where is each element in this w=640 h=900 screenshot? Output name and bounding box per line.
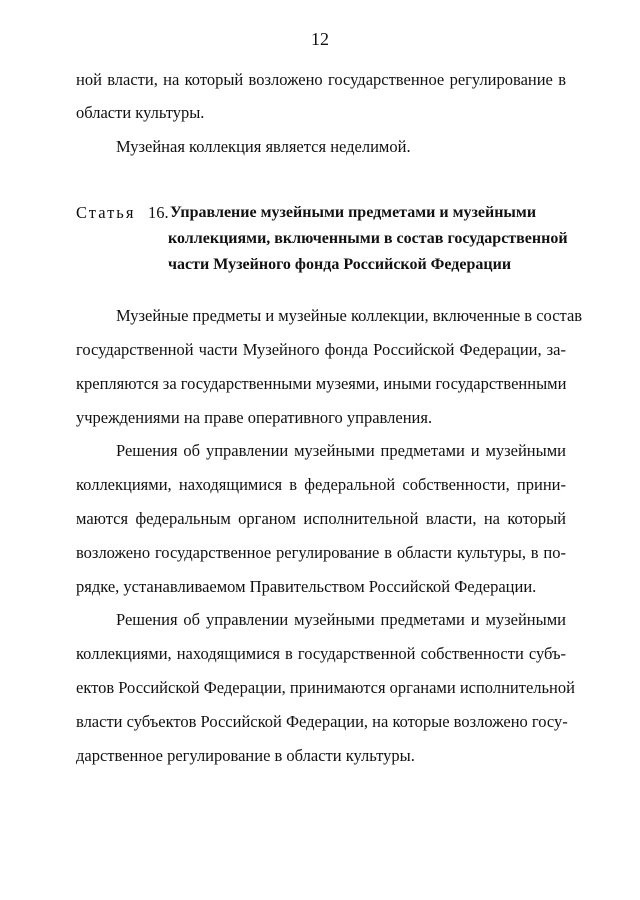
paragraph-2-line-5: рядке, устанавливаемом Правительством Российской Федерации.: [76, 577, 537, 596]
article-heading-line-2: коллекциями, включенными в состав государственной: [168, 230, 568, 247]
paragraph-3-line-4: власти субъектов Российской Федерации, на которые возложено госу-: [76, 712, 568, 731]
paragraph-1-line-4: учреждениями на праве оперативного управления.: [76, 408, 433, 427]
paragraph-3-line-2: коллекциями, находящимися в государственной собственности субъ-: [76, 644, 566, 663]
paragraph-3-line-1: Решения об управлении музейными предметами и музейными: [116, 610, 566, 629]
paragraph-3-line-3: ектов Российской Федерации, принимаются органами исполнительной: [76, 678, 575, 697]
paragraph-1-line-2: государственной части Музейного фонда Российской Федерации, за-: [76, 340, 566, 359]
article-number: 16.: [148, 203, 169, 222]
paragraph-3-line-5: дарственное регулирование в области культуры.: [76, 746, 415, 765]
intro-line-3: Музейная коллекция является неделимой.: [116, 137, 411, 156]
intro-line-1: ной власти, на который возложено государственное регулирование в: [76, 70, 566, 89]
intro-line-2: области культуры.: [76, 103, 205, 122]
article-label: Статья: [76, 203, 136, 222]
article-heading-line-3: части Музейного фонда Российской Федерации: [168, 256, 512, 273]
paragraph-2-line-1: Решения об управлении музейными предметами и музейными: [116, 441, 566, 460]
paragraph-2-line-3: маются федеральным органом исполнительной власти, на который: [76, 509, 566, 528]
article-heading-line-1: Управление музейными предметами и музейными: [170, 204, 537, 221]
paragraph-2-line-2: коллекциями, находящимися в федеральной собственности, прини-: [76, 475, 566, 494]
paragraph-1-line-3: крепляются за государственными музеями, иными государственными: [76, 374, 567, 393]
paragraph-2-line-4: возложено государственное регулирование в области культуры, в по-: [76, 543, 566, 562]
paragraph-1-line-1: Музейные предметы и музейные коллекции, включенные в состав: [116, 306, 583, 325]
page-number: 12: [311, 29, 329, 49]
